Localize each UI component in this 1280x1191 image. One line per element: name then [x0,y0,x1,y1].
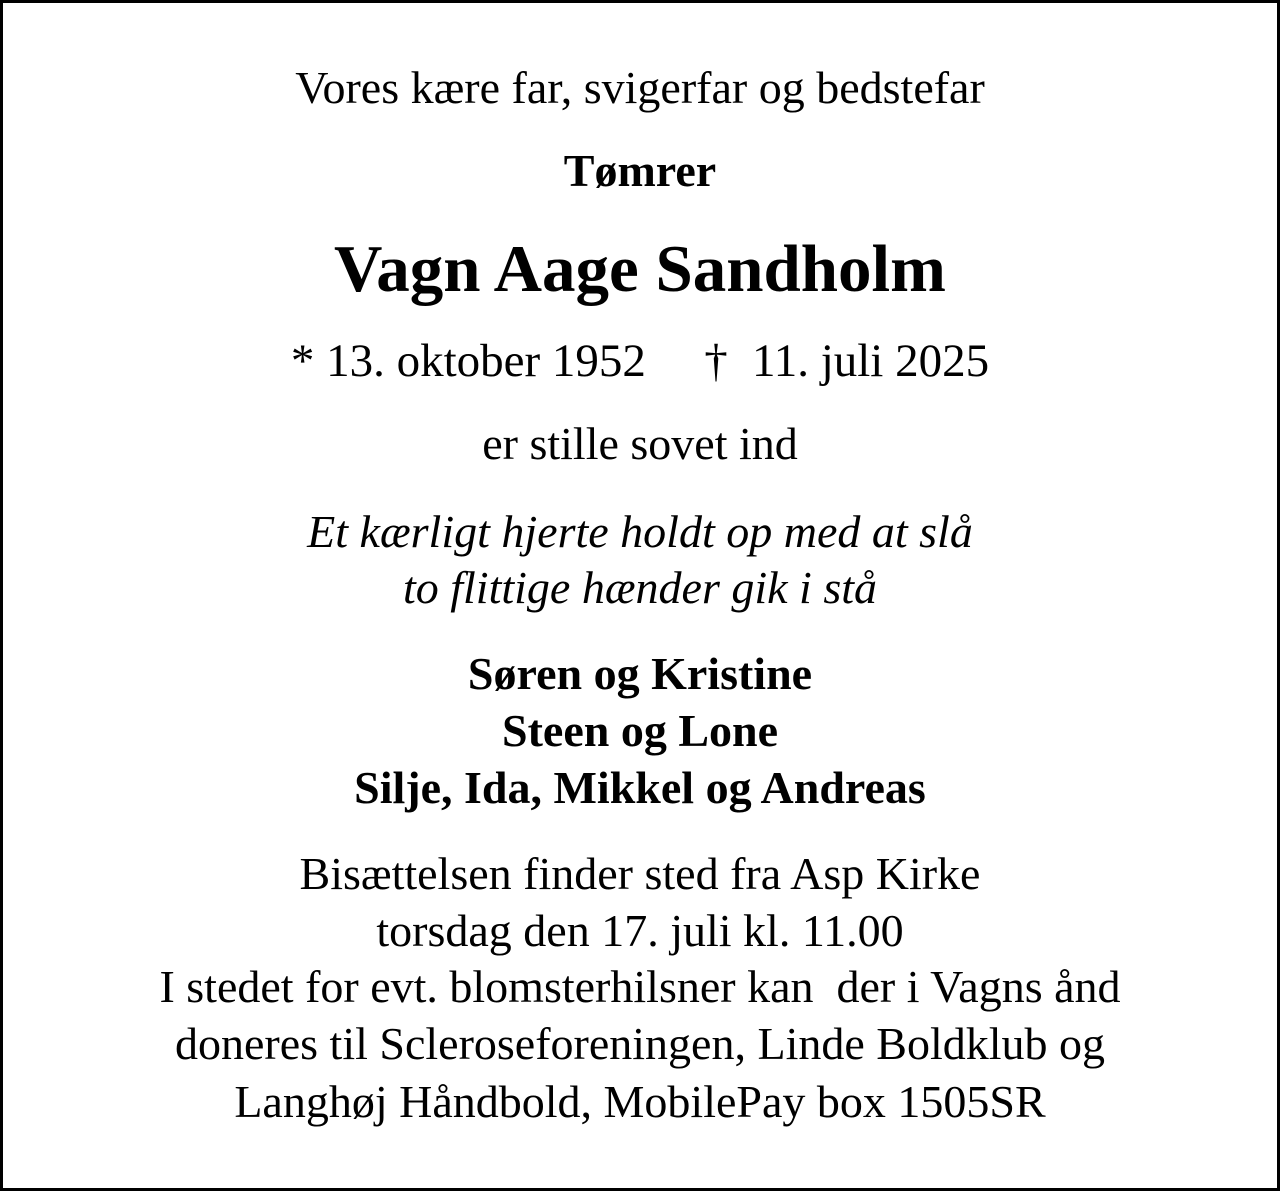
birth-symbol: * [290,335,315,387]
death-date: 11. juli 2025 [751,335,990,387]
birth-date: 13. oktober 1952 [326,335,646,387]
family-line: Søren og Kristine [467,648,813,699]
verse-line: Et kærligt hjerte holdt op med at slå [307,506,973,557]
life-dates [3,335,1277,387]
deceased-name: Vagn Aage Sandholm [334,232,946,306]
passed-line: er stille sovet ind [482,418,798,469]
occupation-title: Tømrer [563,145,717,196]
family-line: Silje, Ida, Mikkel og Andreas [354,762,926,813]
family-line: Steen og Lone [502,705,778,756]
funeral-info-line: Langhøj Håndbold, MobilePay box 1505SR [234,1076,1046,1127]
death-symbol: † [704,335,728,387]
funeral-info-line: doneres til Scleroseforeningen, Linde Boldklub og [174,1018,1106,1069]
verse-line: to flittige hænder gik i stå [402,562,878,613]
funeral-info-line: torsdag den 17. juli kl. 11.00 [376,905,904,956]
funeral-info-line: I stedet for evt. blomsterhilsner kan der i Vagns ånd [159,961,1121,1012]
funeral-info-line: Bisættelsen finder sted fra Asp Kirke [299,848,981,899]
intro-line: Vores kære far, svigerfar og bedstefar [295,62,985,113]
